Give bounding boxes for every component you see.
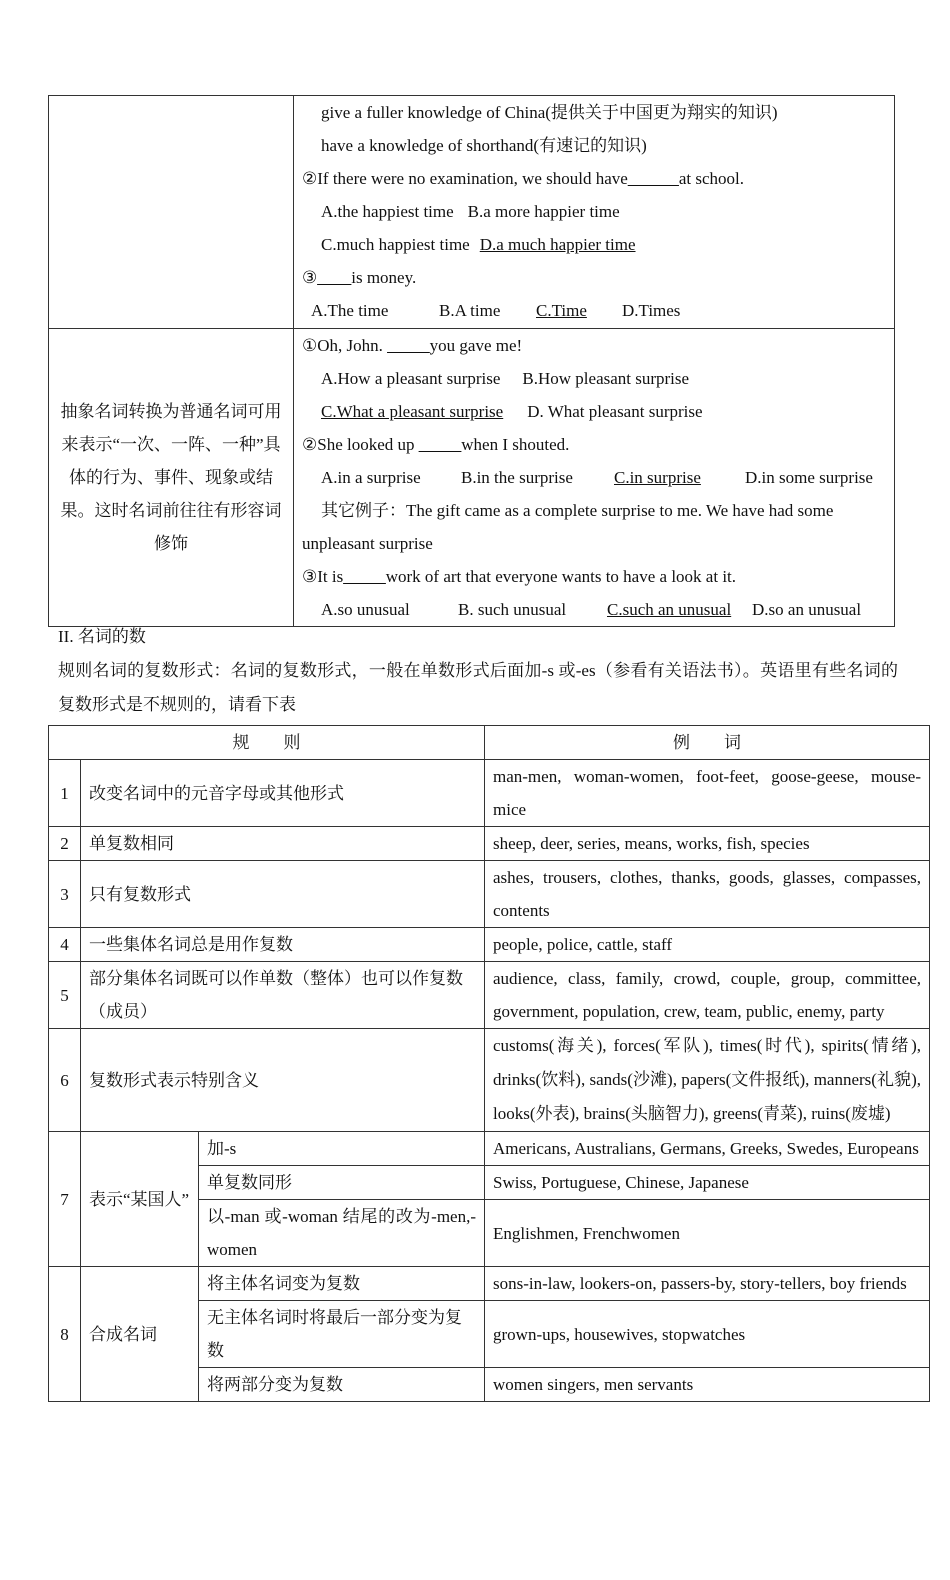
examples-cell: ashes, trousers, clothes, thanks, goods, glasses, compasses, contents (485, 861, 930, 928)
correct-option: C.such an unusual (607, 600, 732, 619)
options-line (294, 195, 894, 228)
rule-cell: 改变名词中的元音字母或其他形式 (81, 760, 485, 827)
row-number: 8 (49, 1267, 81, 1402)
rule-cell: 单复数相同 (81, 827, 485, 861)
sub-rule-cell: 无主体名词时将最后一部分变为复数 (199, 1301, 485, 1368)
row-number: 1 (49, 760, 81, 827)
answer-blank: _____ (387, 336, 430, 355)
sub-rule-cell: 将两部分变为复数 (199, 1368, 485, 1402)
table-row (49, 760, 930, 827)
question-text: you gave me! (429, 336, 523, 355)
table-row (49, 1267, 930, 1301)
examples-cell: grown-ups, housewives, stopwatches (485, 1301, 930, 1368)
option: A.The time (311, 301, 389, 320)
row-number: 2 (49, 827, 81, 861)
examples-cell: people, police, cattle, staff (485, 928, 930, 962)
option: A.the happiest time (321, 202, 454, 221)
question-text: It is (317, 567, 344, 586)
question-text: at school. (678, 169, 745, 188)
question (294, 162, 894, 195)
table-row (49, 861, 930, 928)
empty-rule-cell (49, 96, 294, 329)
column-header: 例 词 (485, 726, 930, 760)
question-marker: ③ (302, 268, 318, 287)
row-number: 5 (49, 962, 81, 1029)
example-line: give a fuller knowledge of China(提供关于中国更为翔实的知识) (321, 103, 778, 122)
option: A.in a surprise (321, 468, 421, 487)
rule-cell: 表示“某国人” (81, 1132, 199, 1267)
table-row (49, 827, 930, 861)
table-row (49, 96, 895, 329)
examples-cell: customs(海关), forces(军队), times(时代), spirits(情绪), drinks(饮料), sands(沙滩), papers(文件报纸), manners(礼貌), looks(外表), brains(头脑智力), greens(青菜), ruins(废墟) (485, 1029, 930, 1132)
table-row (49, 928, 930, 962)
question-text: She looked up (317, 435, 419, 454)
plural-rules-table (48, 725, 930, 1402)
options-line (294, 294, 894, 327)
option: B.in the surprise (461, 468, 573, 487)
sub-rule-cell: 单复数同形 (199, 1166, 485, 1200)
table-row (49, 962, 930, 1029)
question (294, 428, 894, 461)
other-example: 其它例子：The gift came as a complete surprise to me. We have had some unpleasant surprise (302, 501, 834, 553)
rule-cell: 部分集体名词既可以作单数（整体）也可以作复数（成员） (81, 962, 485, 1029)
question-marker: ③ (302, 567, 318, 586)
section-title: II. 名词的数 (58, 627, 146, 646)
question-marker: ① (302, 336, 318, 355)
column-header: 规 则 (49, 726, 485, 760)
options-line (294, 461, 894, 494)
question-text: If there were no examination, we should have (317, 169, 628, 188)
examples-cell: Americans, Australians, Germans, Greeks, Swedes, Europeans (485, 1132, 930, 1166)
question (294, 261, 894, 294)
option: B. such unusual (458, 600, 567, 619)
rule-cell: 一些集体名词总是用作复数 (81, 928, 485, 962)
answer-blank: ____ (317, 268, 352, 287)
rule-cell: 合成名词 (81, 1267, 199, 1402)
answer-blank: _____ (343, 567, 386, 586)
option: D.Times (622, 301, 681, 320)
rule-cell: 复数形式表示特别含义 (81, 1029, 485, 1132)
option: D.so an unusual (752, 600, 862, 619)
option: B.How pleasant surprise (522, 369, 690, 388)
table-row (49, 329, 895, 627)
rule-cell (49, 329, 294, 627)
sub-rule-cell: 以-man 或-woman 结尾的改为-men,-women (199, 1200, 485, 1267)
sub-rule-cell: 将主体名词变为复数 (199, 1267, 485, 1301)
row-number: 6 (49, 1029, 81, 1132)
examples-cell: Swiss, Portuguese, Chinese, Japanese (485, 1166, 930, 1200)
examples-cell: audience, class, family, crowd, couple, group, committee, government, population, crew, team, public, enemy, party (485, 962, 930, 1029)
question-marker: ② (302, 435, 318, 454)
examples-cell: Englishmen, Frenchwomen (485, 1200, 930, 1267)
examples-cell: women singers, men servants (485, 1368, 930, 1402)
question-text: is money. (351, 268, 417, 287)
correct-option: C.What a pleasant surprise (321, 402, 504, 421)
row-number: 7 (49, 1132, 81, 1267)
option: A.so unusual (321, 600, 410, 619)
option: B.A time (439, 301, 501, 320)
correct-option: D.a much happier time (479, 235, 636, 254)
row-number: 4 (49, 928, 81, 962)
question (294, 560, 894, 593)
question-text: when I shouted. (461, 435, 570, 454)
row-number: 3 (49, 861, 81, 928)
rule-text: 抽象名词转换为普通名词可用来表示“一次、一阵、一种”具体的行为、事件、现象或结果。这时名词前往往有形容词修饰 (60, 402, 282, 553)
answer-blank: _____ (418, 435, 462, 454)
examples-cell: sheep, deer, series, means, works, fish, species (485, 827, 930, 861)
rule-cell: 只有复数形式 (81, 861, 485, 928)
option: B.a more happier time (467, 202, 620, 221)
question-text: work of art that everyone wants to have a look at it. (385, 567, 737, 586)
table-row (49, 1029, 930, 1132)
grammar-table-abstract-nouns (48, 95, 895, 627)
examples-cell: man-men, woman-women, foot-feet, goose-geese, mouse-mice (485, 760, 930, 827)
options-line (294, 362, 894, 395)
option: A.How a pleasant surprise (321, 369, 501, 388)
examples-cell: sons-in-law, lookers-on, passers-by, story-tellers, boy friends (485, 1267, 930, 1301)
question-marker: ② (302, 169, 318, 188)
table-row (49, 1132, 930, 1166)
table-header-row (49, 726, 930, 760)
examples-cell (294, 329, 895, 627)
examples-cell (294, 96, 895, 329)
option: D. What pleasant surprise (527, 402, 703, 421)
example-line: have a knowledge of shorthand(有速记的知识) (321, 136, 647, 155)
correct-option: C.Time (536, 301, 587, 320)
options-line (294, 228, 894, 261)
option: C.much happiest time (321, 235, 470, 254)
sub-rule-cell: 加-s (199, 1132, 485, 1166)
section-intro: 规则名词的复数形式：名词的复数形式，一般在单数形式后面加-s 或-es（参看有关语法书）。英语里有些名词的复数形式是不规则的，请看下表 (58, 661, 898, 714)
options-line (294, 395, 894, 428)
answer-blank: ______ (627, 169, 679, 188)
option: D.in some surprise (745, 468, 873, 487)
correct-option: C.in surprise (614, 468, 701, 487)
question-text: Oh, John. (317, 336, 388, 355)
question (294, 329, 894, 362)
